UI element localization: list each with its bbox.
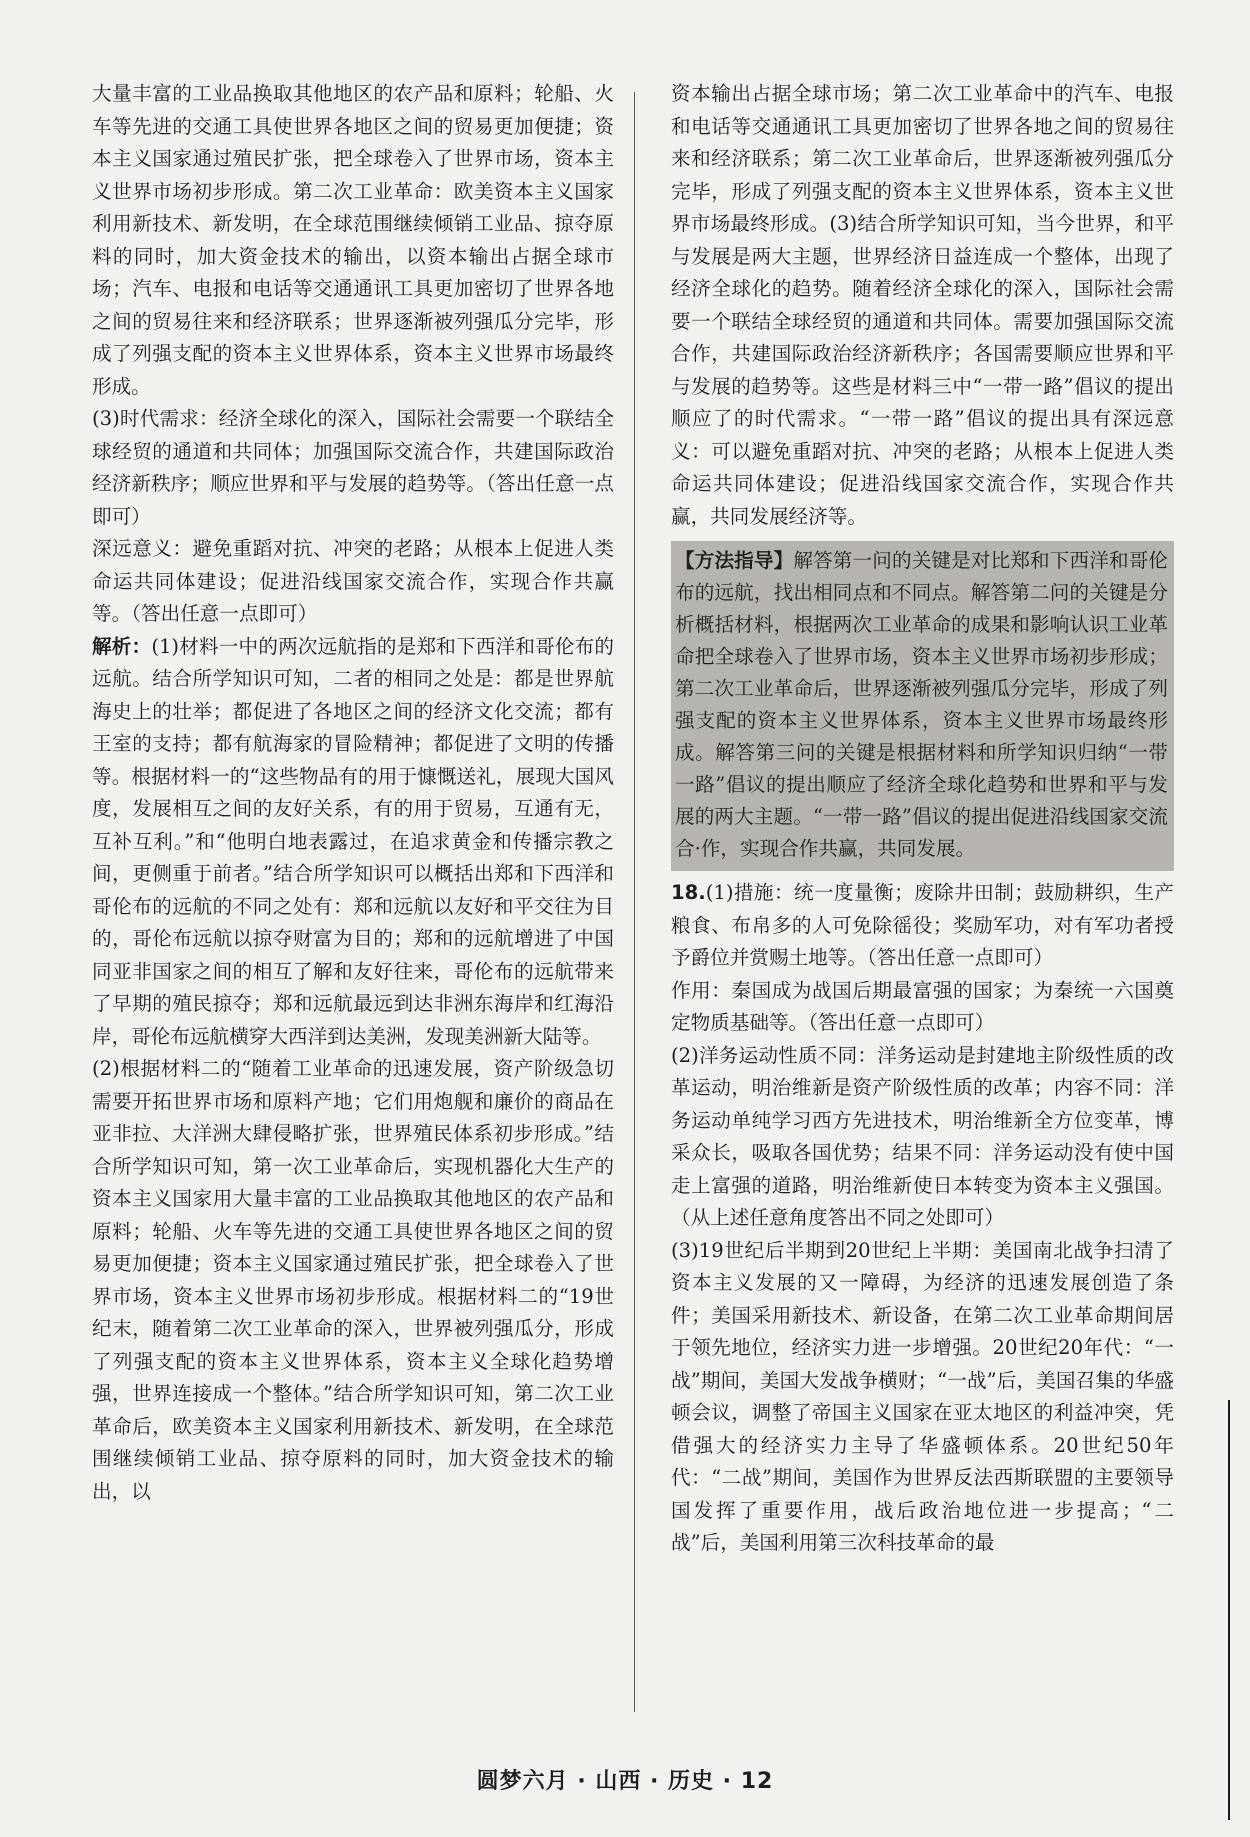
answer-paragraph: 大量丰富的工业品换取其他地区的农产品和原料；轮船、火车等先进的交通工具使世界各地区之间的贸易更加便捷；资本主义国家通过殖民扩张，把全球卷入了世界市场，资本主义世界市场初步形成。第二次工业革命：欧美资本主义国家利用新技术、新发明，在全球范围继续倾销工业品、掠夺原料的同时，加大资金技术的输出，以资本输出占据全球市场；汽车、电报和电话等交通通讯工具更加密切了世界各地之间的贸易往来和经济联系；世界逐渐被列强瓜分完毕，形成了列强支配的资本主义世界体系，资本主义世界市场最终形成。 [92, 82, 614, 398]
page-footer: 圆梦六月 · 山西 · 历史 · 12 [476, 1769, 774, 1794]
left-column [92, 78, 614, 1508]
analysis-paragraph: 资本输出占据全球市场；第二次工业革命中的汽车、电报和电话等交通通讯工具更加密切了世界各地之间的贸易往来和经济联系；第二次工业革命后，世界逐渐被列强瓜分完毕，形成了列强支配的资本主义世界体系，资本主义世界市场最终形成。(3)结合所学知识可知，当今世界，和平与发展是两大主题，世界经济日益连成一个整体，出现了经济全球化的趋势。随着经济全球化的深入，国际社会需要一个联结全球经贸的通道和共同体。需要加强国际交流合作，共建国际政治经济新秩序；各国需要顺应世界和平与发展的趋势等。这些是材料三中“一带一路”倡议的提出顺应了的时代需求。“一带一路”倡议的提出具有深远意义：可以避免重蹈对抗、冲突的老路；从根本上促进人类命运共同体建设；促进沿线国家交流合作，实现合作共赢，共同发展经济等。 [671, 82, 1174, 528]
answer-paragraph: 作用：秦国成为战国后期最富强的国家；为秦统一六国奠定物质基础等。（答出任意一点即可） [671, 978, 1174, 1034]
method-guide-box [671, 541, 1174, 871]
answer-paragraph: (2)洋务运动性质不同：洋务运动是封建地主阶级性质的改革运动，明治维新是资产阶级性质的改革；内容不同：洋务运动单纯学习西方先进技术，明治维新全方位变革，博采众长，吸取各国优势；结果不同：洋务运动没有使中国走上富强的道路，明治维新使日本转变为资本主义强国。（从上述任意角度答出不同之处即可） [671, 1043, 1174, 1229]
method-guide-text: 解答第一问的关键是对比郑和下西洋和哥伦布的远航，找出相同点和不同点。解答第二问的关键是分析概括材料，根据两次工业革命的成果和影响认识工业革命把全球卷入了世界市场，资本主义世界市场初步形成；第二次工业革命后，世界逐渐被列强瓜分完毕，形成了列强支配的资本主义世界体系，资本主义世界市场最终形成。解答第三问的关键是根据材料和所学知识归纳“一带一路”倡议的提出顺应了经济全球化趋势和世界和平与发展的两大主题。“一带一路”倡议的提出促进沿线国家交流合·作，实现合作共赢，共同发展。 [675, 549, 1169, 860]
analysis-text: (1)材料一中的两次远航指的是郑和下西洋和哥伦布的远航。结合所学知识可知，二者的相同之处是：都是世界航海史上的壮举；都促进了各地区之间的经济文化交流；都有王室的支持；都有航海家的冒险精神；都促进了文明的传播等。根据材料一的“这些物品有的用于慷慨送礼，展现大国风度，发展相互之间的友好关系，有的用于贸易，互通有无，互补互利。”和“他明白地表露过，在追求黄金和传播宗教之间，更侧重于前者。”结合所学知识可以概括出郑和下西洋和哥伦布的远航的不同之处有：郑和远航以友好和平交往为目的，哥伦布远航以掠夺财富为目的；郑和的远航增进了中国同亚非国家之间的相互了解和友好往来，哥伦布的远航带来了早期的殖民掠夺；郑和远航最远到达非洲东海岸和红海沿岸，哥伦布远航横穿大西洋到达美洲，发现美洲新大陆等。 [92, 634, 614, 1048]
method-guide-label: 【方法指导】 [675, 549, 794, 572]
answer-paragraph: (3)19世纪后半期到20世纪上半期：美国南北战争扫清了资本主义发展的又一障碍，为经济的迅速发展创造了条件；美国采用新技术、新设备，在第二次工业革命期间居于领先地位，经济实力进一步增强。20世纪20年代：“一战”期间，美国大发战争横财；“一战”后，美国召集的华盛顿会议，调整了帝国主义国家在亚太地区的利益冲突，凭借强大的经济实力主导了华盛顿体系。20世纪50年代：“二战”期间，美国作为世界反法西斯联盟的主要领导国发挥了重要作用，战后政治地位进一步提高；“二战”后，美国利用第三次科技革命的最 [671, 1238, 1174, 1554]
column-divider [634, 92, 635, 1712]
answer-paragraph: 深远意义：避免重蹈对抗、冲突的老路；从根本上促进人类命运共同体建设；促进沿线国家交流合作，实现合作共赢等。（答出任意一点即可） [92, 537, 614, 625]
question-18-text: (1)措施：统一度量衡；废除井田制；鼓励耕织，生产粮食、布帛多的人可免除徭役；奖励军功，对有军功者授予爵位并赏赐土地等。（答出任意一点即可） [671, 881, 1174, 969]
method-guide-paragraph [675, 545, 1168, 865]
question-18-paragraph [671, 877, 1174, 975]
page-edge-line [1228, 1400, 1230, 1820]
question-number: 18. [671, 881, 706, 904]
analysis-paragraph [92, 631, 614, 1054]
analysis-paragraph: (2)根据材料二的“随着工业革命的迅速发展，资产阶级急切需要开拓世界市场和原料产地；它们用炮舰和廉价的商品在亚非拉、大洋洲大肆侵略扩张，世界殖民体系初步形成。”结合所学知识可知，第一次工业革命后，实现机器化大生产的资本主义国家用大量丰富的工业品换取其他地区的农产品和原料；轮船、火车等先进的交通工具使世界各地区之间的贸易更加便捷；资本主义国家通过殖民扩张，把全球卷入了世界市场，资本主义世界市场初步形成。根据材料二的“19世纪末，随着第二次工业革命的深入，世界被列强瓜分，形成了列强支配的资本主义世界体系，资本主义全球化趋势增强，世界连接成一个整体。”结合所学知识可知，第二次工业革命后，欧美资本主义国家利用新技术、新发明，在全球范围继续倾销工业品、掠夺原料的同时，加大资金技术的输出，以 [92, 1057, 614, 1503]
answer-paragraph: (3)时代需求：经济全球化的深入，国际社会需要一个联结全球经贸的通道和共同体；加强国际交流合作，共建国际政治经济新秩序；顺应世界和平与发展的趋势等。（答出任意一点即可） [92, 407, 614, 528]
analysis-label: 解析： [92, 634, 152, 658]
right-column [671, 78, 1174, 1560]
